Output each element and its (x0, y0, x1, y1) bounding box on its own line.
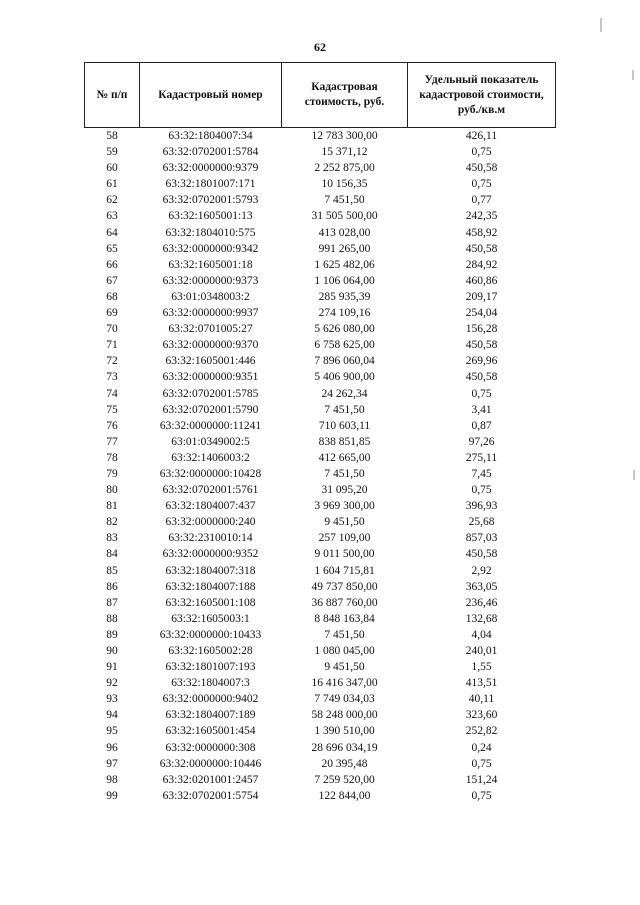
table-row (85, 353, 556, 369)
cadastral-value-cell: 36 887 760,00 (311, 596, 378, 609)
specific-index-cell: 426,11 (465, 130, 498, 142)
cadastral-value-cell: 28 696 034,19 (311, 741, 378, 754)
row-num-cell: 70 (106, 323, 118, 336)
specific-index-cell: 396,93 (465, 500, 498, 513)
row-num-cell: 74 (106, 387, 118, 400)
table-row (85, 611, 556, 627)
cadastral-number-cell: 63:32:0702001:5790 (162, 403, 259, 416)
row-num-cell: 93 (106, 693, 118, 706)
cadastral-number-cell: 63:32:1605001:18 (168, 258, 253, 271)
row-num-cell: 67 (106, 274, 118, 287)
table-row (85, 450, 556, 466)
cadastral-number-cell: 63:32:1605002:28 (168, 645, 253, 657)
specific-index-cell: 132,68 (465, 612, 498, 625)
cadastral-number-cell: 63:32:2310010:14 (168, 532, 253, 545)
row-num-cell: 96 (106, 741, 118, 754)
cadastral-value-cell: 6 758 625,00 (314, 339, 375, 352)
table-row (85, 530, 556, 546)
cadastral-number-cell: 63:32:0000000:10446 (159, 757, 262, 770)
cadastral-number-cell: 63:32:1605003:1 (171, 612, 250, 625)
header-specific-index: Удельный показатель кадастровой стоимости, руб./кв.м (408, 63, 556, 128)
cadastral-value-cell: 7 451,50 (324, 467, 365, 480)
specific-index-cell: 0,75 (471, 484, 492, 497)
cadastral-value-cell: 16 416 347,00 (311, 677, 378, 690)
cadastral-number-cell: 63:32:0000000:9342 (162, 242, 259, 255)
specific-index-cell: 97,26 (468, 435, 495, 448)
cadastral-value-cell: 2 252 875,00 (314, 162, 375, 175)
specific-index-cell: 1,55 (471, 661, 492, 674)
cadastral-value-cell: 412 665,00 (318, 451, 371, 464)
scan-artifact-mark (633, 470, 635, 480)
specific-index-cell: 284,92 (465, 258, 498, 271)
table-row (85, 257, 556, 273)
table-row (85, 788, 556, 804)
cadastral-value-cell: 7 451,50 (324, 194, 365, 207)
cadastral-number-cell: 63:32:0702001:5784 (162, 146, 259, 159)
cadastral-number-cell: 63:32:1804007:34 (168, 130, 253, 142)
table-row (85, 595, 556, 611)
row-num-cell: 79 (106, 467, 118, 480)
specific-index-cell: 323,60 (465, 709, 498, 722)
specific-index-cell: 0,87 (471, 419, 492, 432)
scan-artifact-mark (600, 18, 602, 32)
cadastral-value-cell: 274 109,16 (318, 307, 371, 320)
specific-index-cell: 450,58 (465, 339, 498, 352)
row-num-cell: 83 (106, 532, 118, 545)
row-num-cell: 87 (106, 596, 118, 609)
specific-index-cell: 7,45 (471, 467, 492, 480)
cadastral-value-cell: 710 603,11 (318, 419, 371, 432)
row-num-cell: 58 (106, 130, 118, 142)
specific-index-cell: 0,24 (471, 741, 492, 754)
specific-index-cell: 4,04 (471, 628, 492, 641)
cadastral-value-cell: 10 156,35 (321, 178, 368, 191)
cadastral-number-cell: 63:32:0000000:11241 (159, 419, 262, 432)
row-num-cell: 78 (106, 451, 118, 464)
row-num-cell: 81 (106, 500, 118, 513)
row-num-cell: 69 (106, 307, 118, 320)
specific-index-cell: 275,11 (465, 451, 498, 464)
specific-index-cell: 460,86 (465, 274, 498, 287)
specific-index-cell: 252,82 (465, 725, 498, 738)
table-row (85, 305, 556, 321)
cadastral-number-cell: 63:32:0702001:5761 (162, 484, 259, 497)
scan-artifact-mark (632, 70, 634, 80)
cadastral-value-cell: 31 095,20 (321, 484, 368, 497)
specific-index-cell: 450,58 (465, 371, 498, 384)
table-row (85, 160, 556, 176)
cadastral-value-cell: 5 406 900,00 (314, 371, 375, 384)
specific-index-cell: 0,75 (471, 757, 492, 770)
cadastral-value-cell: 413 028,00 (318, 226, 371, 239)
table-row (85, 498, 556, 514)
row-num-cell: 97 (106, 757, 118, 770)
row-num-cell: 75 (106, 403, 118, 416)
cadastral-number-cell: 63:32:0000000:308 (165, 741, 256, 754)
row-num-cell: 92 (106, 677, 118, 690)
cadastral-number-cell: 63:32:1605001:446 (165, 355, 256, 368)
cadastral-number-cell: 63:32:0000000:9402 (162, 693, 259, 706)
cadastral-number-cell: 63:32:1804007:437 (165, 500, 256, 513)
row-num-cell: 84 (106, 548, 118, 561)
cadastral-number-cell: 63:32:0702001:5754 (162, 789, 259, 802)
cadastral-value-cell: 257 109,00 (318, 532, 371, 545)
table-row (85, 241, 556, 257)
cadastral-number-cell: 63:32:0000000:9351 (162, 371, 259, 384)
specific-index-cell: 450,58 (465, 162, 498, 175)
row-num-cell: 61 (106, 178, 118, 191)
table-row (85, 563, 556, 579)
row-num-cell: 64 (106, 226, 118, 239)
table-row (85, 723, 556, 739)
specific-index-cell: 0,77 (471, 194, 492, 207)
cadastral-value-cell: 7 451,50 (324, 403, 365, 416)
table-row (85, 514, 556, 530)
cadastral-value-cell: 122 844,00 (318, 789, 371, 802)
table-row (85, 579, 556, 595)
cadastral-value-cell: 31 505 500,00 (311, 210, 378, 223)
row-num-cell: 91 (106, 661, 118, 674)
cadastral-value-cell: 15 371,12 (321, 146, 368, 159)
table-row (85, 225, 556, 241)
row-num-cell: 77 (106, 435, 118, 448)
row-num-cell: 63 (106, 210, 118, 223)
cadastral-number-cell: 63:32:0000000:9937 (162, 307, 259, 320)
table-row (85, 289, 556, 305)
specific-index-cell: 857,03 (465, 532, 498, 545)
cadastral-number-cell: 63:32:0000000:9379 (162, 162, 259, 175)
specific-index-cell: 40,11 (468, 693, 495, 706)
cadastral-value-cell: 49 737 850,00 (311, 580, 378, 593)
table-row (85, 402, 556, 418)
cadastral-value-cell: 58 248 000,00 (311, 709, 378, 722)
table-row (85, 772, 556, 788)
row-num-cell: 60 (106, 162, 118, 175)
row-num-cell: 82 (106, 516, 118, 529)
cadastral-value-cell: 7 896 060,04 (314, 355, 375, 368)
row-num-cell: 94 (106, 709, 118, 722)
specific-index-cell: 236,46 (465, 596, 498, 609)
table-row (85, 176, 556, 192)
specific-index-cell: 0,75 (471, 387, 492, 400)
table-row (85, 128, 556, 145)
specific-index-cell: 450,58 (465, 242, 498, 255)
table-row (85, 369, 556, 385)
cadastral-value-cell: 3 969 300,00 (314, 500, 375, 513)
cadastral-value-cell: 12 783 300,00 (311, 130, 378, 142)
cadastral-value-cell: 7 749 034,03 (314, 693, 375, 706)
cadastral-table (84, 62, 556, 804)
specific-index-cell: 0,75 (471, 178, 492, 191)
row-num-cell: 98 (106, 773, 118, 786)
cadastral-value-cell: 9 011 500,00 (314, 548, 375, 561)
row-num-cell: 88 (106, 612, 118, 625)
specific-index-cell: 240,01 (465, 645, 498, 657)
table-row (85, 482, 556, 498)
row-num-cell: 72 (106, 355, 118, 368)
row-num-cell: 71 (106, 339, 118, 352)
table-row (85, 756, 556, 772)
cadastral-value-cell: 5 626 080,00 (314, 323, 375, 336)
header-cadastral-number: Кадастровый номер (140, 63, 282, 128)
cadastral-value-cell: 9 451,50 (324, 516, 365, 529)
table-row (85, 208, 556, 224)
header-cadastral-value: Кадастровая стоимость, руб. (282, 63, 408, 128)
table-row (85, 707, 556, 723)
cadastral-number-cell: 63:32:1804007:318 (165, 564, 256, 577)
cadastral-number-cell: 63:32:0702001:5785 (162, 387, 259, 400)
specific-index-cell: 242,35 (465, 210, 498, 223)
table-row (85, 144, 556, 160)
cadastral-number-cell: 63:32:0000000:240 (165, 516, 256, 529)
specific-index-cell: 0,75 (471, 146, 492, 159)
cadastral-value-cell: 285 935,39 (318, 290, 371, 303)
cadastral-value-cell: 838 851,85 (318, 435, 371, 448)
table-row (85, 740, 556, 756)
cadastral-value-cell: 8 848 163,84 (314, 612, 375, 625)
table-row (85, 627, 556, 643)
table-row (85, 321, 556, 337)
row-num-cell: 90 (106, 645, 118, 657)
row-num-cell: 99 (106, 789, 118, 802)
cadastral-number-cell: 63:32:0701005:27 (168, 323, 253, 336)
table-row (85, 192, 556, 208)
row-num-cell: 66 (106, 258, 118, 271)
row-num-cell: 68 (106, 290, 118, 303)
row-num-cell: 65 (106, 242, 118, 255)
specific-index-cell: 363,05 (465, 580, 498, 593)
specific-index-cell: 209,17 (465, 290, 498, 303)
table-row (85, 643, 556, 659)
cadastral-number-cell: 63:32:0000000:9370 (162, 339, 259, 352)
cadastral-number-cell: 63:32:1605001:454 (165, 725, 256, 738)
cadastral-number-cell: 63:32:1605001:13 (168, 210, 253, 223)
row-num-cell: 59 (106, 146, 118, 159)
cadastral-number-cell: 63:32:1804007:189 (165, 709, 256, 722)
cadastral-value-cell: 7 451,50 (324, 628, 365, 641)
table-row (85, 546, 556, 562)
cadastral-number-cell: 63:01:0349002:5 (171, 435, 250, 448)
cadastral-number-cell: 63:32:1804007:188 (165, 580, 256, 593)
table-row (85, 659, 556, 675)
cadastral-number-cell: 63:32:0000000:10428 (159, 467, 262, 480)
cadastral-number-cell: 63:32:1804007:3 (171, 677, 250, 690)
cadastral-number-cell: 63:32:1804010:575 (165, 226, 256, 239)
specific-index-cell: 413,51 (465, 677, 498, 690)
cadastral-value-cell: 991 265,00 (318, 242, 371, 255)
table-row (85, 418, 556, 434)
row-num-cell: 80 (106, 484, 118, 497)
cadastral-number-cell: 63:32:0000000:9373 (162, 274, 259, 287)
row-num-cell: 62 (106, 194, 118, 207)
cadastral-value-cell: 1 080 045,00 (314, 645, 375, 657)
cadastral-number-cell: 63:32:0000000:10433 (159, 628, 262, 641)
table-row (85, 675, 556, 691)
row-num-cell: 76 (106, 419, 118, 432)
cadastral-value-cell: 20 395,48 (321, 757, 368, 770)
cadastral-value-cell: 1 604 715,81 (314, 564, 375, 577)
cadastral-number-cell: 63:01:0348003:2 (171, 290, 250, 303)
specific-index-cell: 0,75 (471, 789, 492, 802)
header-num: № п/п (85, 63, 140, 128)
specific-index-cell: 450,58 (465, 548, 498, 561)
specific-index-cell: 269,96 (465, 355, 498, 368)
table-body (85, 128, 556, 804)
row-num-cell: 95 (106, 725, 118, 738)
row-num-cell: 86 (106, 580, 118, 593)
cadastral-number-cell: 63:32:0000000:9352 (162, 548, 259, 561)
specific-index-cell: 151,24 (465, 773, 498, 786)
specific-index-cell: 254,04 (465, 307, 498, 320)
specific-index-cell: 156,28 (465, 323, 498, 336)
table-row (85, 386, 556, 402)
cadastral-number-cell: 63:32:1406003:2 (171, 451, 250, 464)
table-row (85, 337, 556, 353)
specific-index-cell: 2,92 (471, 564, 492, 577)
cadastral-number-cell: 63:32:1605001:108 (165, 596, 256, 609)
page-number: 62 (314, 40, 326, 54)
specific-index-cell: 458,92 (465, 226, 498, 239)
cadastral-number-cell: 63:32:0201001:2457 (162, 773, 259, 786)
row-num-cell: 85 (106, 564, 118, 577)
cadastral-number-cell: 63:32:0702001:5793 (162, 194, 259, 207)
table-row (85, 691, 556, 707)
specific-index-cell: 25,68 (468, 516, 495, 529)
cadastral-value-cell: 1 625 482,06 (314, 258, 375, 271)
table-row (85, 273, 556, 289)
row-num-cell: 73 (106, 371, 118, 384)
cadastral-number-cell: 63:32:1801007:171 (165, 178, 256, 191)
cadastral-value-cell: 7 259 520,00 (314, 773, 375, 786)
cadastral-value-cell: 24 262,34 (321, 387, 368, 400)
cadastral-value-cell: 1 390 510,00 (314, 725, 375, 738)
cadastral-value-cell: 1 106 064,00 (314, 274, 375, 287)
specific-index-cell: 3,41 (471, 403, 492, 416)
table-row (85, 466, 556, 482)
row-num-cell: 89 (106, 628, 118, 641)
cadastral-value-cell: 9 451,50 (324, 661, 365, 674)
table-row (85, 434, 556, 450)
cadastral-number-cell: 63:32:1801007:193 (165, 661, 256, 674)
table-header-row (85, 63, 556, 128)
